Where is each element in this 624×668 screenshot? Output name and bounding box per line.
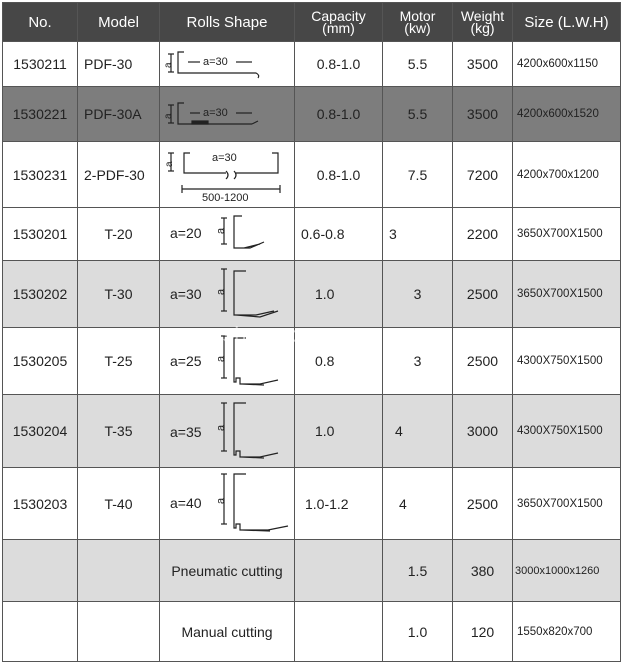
profile-drawing <box>160 468 295 539</box>
cell-motor: 1.5 <box>383 540 453 602</box>
table-row <box>3 42 621 87</box>
cell-rolls-shape <box>160 142 295 208</box>
cell-rolls-shape <box>160 395 295 468</box>
cell-model: 2-PDF-30 <box>78 142 160 208</box>
header-motor-label: Motor <box>399 8 436 24</box>
spec-table <box>2 2 621 662</box>
cell-motor: 3 <box>383 328 453 395</box>
cell-capacity <box>295 602 383 662</box>
table-row <box>3 87 621 142</box>
cell-weight: 380 <box>453 540 513 602</box>
cell-no: 1530205 <box>3 328 78 395</box>
header-motor-unit: (kw) <box>404 20 431 36</box>
cell-size: 4200x600x1150 <box>513 42 621 87</box>
shape-label: a=35 <box>170 424 202 440</box>
cell-model <box>78 602 160 662</box>
profile-drawing <box>160 328 295 394</box>
cell-size: 4300X750X1500 <box>513 395 621 468</box>
cell-weight: 2500 <box>453 261 513 328</box>
cell-motor: 5.5 <box>383 87 453 142</box>
cell-capacity: 0.8-1.0 <box>295 142 383 208</box>
cell-weight: 2200 <box>453 208 513 261</box>
dim-letter: a <box>215 424 227 431</box>
cell-motor: 3 <box>383 261 453 328</box>
watermark: ashen.com <box>210 322 323 347</box>
cell-capacity: 0.6-0.8 <box>295 208 383 261</box>
shape-label: a=25 <box>170 353 202 369</box>
table-row <box>3 602 621 662</box>
dim-letter: a <box>215 288 227 295</box>
cell-no: 1530211 <box>3 42 78 87</box>
header-model: Model <box>78 3 160 42</box>
profile-drawing <box>160 395 295 467</box>
cell-no: 1530203 <box>3 468 78 540</box>
cell-model: T-25 <box>78 328 160 395</box>
table-row <box>3 395 621 468</box>
cell-weight: 3500 <box>453 87 513 142</box>
profile-drawing <box>160 143 295 207</box>
cell-no: 1530231 <box>3 142 78 208</box>
cell-rolls-shape: Pneumatic cutting <box>160 540 295 602</box>
cell-rolls-shape <box>160 328 295 395</box>
cell-rolls-shape <box>160 468 295 540</box>
header-weight-unit: (kg) <box>470 20 495 36</box>
header-rolls-shape: Rolls Shape <box>160 3 295 42</box>
profile-drawing <box>160 87 295 141</box>
cell-size: 4300X750X1500 <box>513 328 621 395</box>
cell-size: 3000x1000x1260 <box>513 540 621 602</box>
cell-rolls-shape: Manual cutting <box>160 602 295 662</box>
cell-model: T-40 <box>78 468 160 540</box>
profile-drawing <box>160 261 295 327</box>
cell-model: T-35 <box>78 395 160 468</box>
cell-weight: 120 <box>453 602 513 662</box>
cell-capacity: 1.0 <box>295 395 383 468</box>
cell-size: 3650X700X1500 <box>513 468 621 540</box>
shape-label: a=30 <box>170 286 202 302</box>
cell-motor: 4 <box>383 395 453 468</box>
cell-model <box>78 540 160 602</box>
cell-weight: 3500 <box>453 42 513 87</box>
cell-size: 4200x600x1520 <box>513 87 621 142</box>
header-capacity-unit: (mm) <box>322 20 355 36</box>
cell-model: PDF-30A <box>78 87 160 142</box>
cell-no: 1530202 <box>3 261 78 328</box>
cell-capacity <box>295 540 383 602</box>
cell-model: T-30 <box>78 261 160 328</box>
table-row <box>3 261 621 328</box>
header-capacity-label: Capacity <box>311 8 366 24</box>
shape-label: a=30 <box>212 151 237 164</box>
cell-no: 1530204 <box>3 395 78 468</box>
header-weight-label: Weight <box>460 8 505 24</box>
cell-size: 3650X700X1500 <box>513 208 621 261</box>
cell-weight: 3000 <box>453 395 513 468</box>
cell-rolls-shape <box>160 87 295 142</box>
dim-letter: a <box>215 355 227 362</box>
table-row <box>3 328 621 395</box>
table-row <box>3 540 621 602</box>
cell-motor: 5.5 <box>383 42 453 87</box>
cell-rolls-shape <box>160 261 295 328</box>
cell-weight: 2500 <box>453 468 513 540</box>
cell-capacity: 0.8 <box>295 328 383 395</box>
header-size: Size (L.W.H) <box>513 3 621 42</box>
cell-capacity: 1.0 <box>295 261 383 328</box>
dim-letter: a <box>215 227 227 234</box>
cell-motor: 7.5 <box>383 142 453 208</box>
shape-label: a=30 <box>203 56 228 68</box>
dim-letter: a <box>163 62 174 68</box>
profile-drawing <box>160 208 295 260</box>
header-row <box>3 3 621 42</box>
shape-label: a=40 <box>170 495 202 511</box>
cell-model: PDF-30 <box>78 42 160 87</box>
cell-no: 1530221 <box>3 87 78 142</box>
dim-letter: a <box>215 497 227 504</box>
cell-capacity: 0.8-1.0 <box>295 42 383 87</box>
cell-motor: 4 <box>383 468 453 540</box>
dim-letter: a <box>163 113 174 119</box>
cell-capacity: 0.8-1.0 <box>295 87 383 142</box>
header-capacity <box>295 3 383 42</box>
header-motor <box>383 3 453 42</box>
table-row <box>3 142 621 208</box>
shape-label: a=30 <box>203 107 228 119</box>
shape-width-label: 500-1200 <box>202 191 249 204</box>
cell-motor: 3 <box>383 208 453 261</box>
header-no: No. <box>3 3 78 42</box>
cell-model: T-20 <box>78 208 160 261</box>
table-row <box>3 468 621 540</box>
cell-capacity: 1.0-1.2 <box>295 468 383 540</box>
cell-weight: 7200 <box>453 142 513 208</box>
cell-no <box>3 602 78 662</box>
shape-label: a=20 <box>170 225 202 241</box>
cell-weight: 2500 <box>453 328 513 395</box>
cell-rolls-shape <box>160 208 295 261</box>
cell-motor: 1.0 <box>383 602 453 662</box>
dim-letter: a <box>164 160 175 167</box>
cell-size: 4200x700x1200 <box>513 142 621 208</box>
cell-size: 3650X700X1500 <box>513 261 621 328</box>
header-weight <box>453 3 513 42</box>
cell-rolls-shape <box>160 42 295 87</box>
cell-no <box>3 540 78 602</box>
profile-drawing <box>160 42 295 86</box>
table-row <box>3 208 621 261</box>
cell-no: 1530201 <box>3 208 78 261</box>
cell-size: 1550x820x700 <box>513 602 621 662</box>
